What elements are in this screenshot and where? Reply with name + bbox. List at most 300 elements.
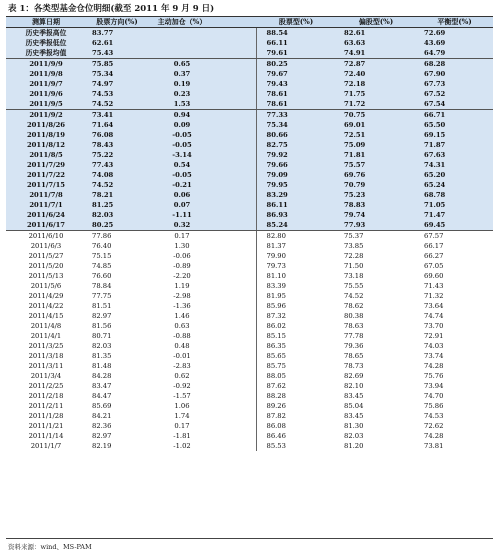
table-row [6, 441, 493, 451]
stock-direction-value: 81.25 [86, 200, 148, 210]
balanced-fund-value: 67.52 [416, 89, 493, 99]
table-row [6, 371, 493, 381]
date-cell: 2011/5/20 [6, 261, 86, 271]
active-add-value: 0.19 [148, 79, 216, 89]
partial-stock-fund-value: 73.18 [336, 271, 416, 281]
stock-direction-value: 74.52 [86, 180, 148, 190]
stock-fund-value: 85.96 [256, 301, 336, 311]
table-row [6, 391, 493, 401]
table-row [6, 351, 493, 361]
balanced-fund-value: 74.28 [416, 431, 493, 441]
stock-direction-value: 77.86 [86, 231, 148, 242]
stock-fund-value: 85.53 [256, 441, 336, 451]
partial-stock-fund-value: 78.73 [336, 361, 416, 371]
active-add-value: 0.07 [148, 200, 216, 210]
partial-stock-fund-value: 75.37 [336, 231, 416, 242]
balanced-fund-value: 69.15 [416, 130, 493, 140]
active-add-value: 1.53 [148, 99, 216, 110]
date-cell: 2011/7/1 [6, 200, 86, 210]
partial-stock-fund-value: 72.51 [336, 130, 416, 140]
date-cell: 2011/9/5 [6, 99, 86, 110]
table-row [6, 200, 493, 210]
stock-direction-value: 74.08 [86, 170, 148, 180]
active-add-value: 0.65 [148, 59, 216, 70]
table-row [6, 281, 493, 291]
partial-stock-fund-value: 75.23 [336, 190, 416, 200]
summary-row [6, 48, 493, 59]
stock-direction-value: 82.19 [86, 441, 148, 451]
table-row [6, 301, 493, 311]
active-add-value [148, 28, 216, 39]
balanced-fund-value: 71.32 [416, 291, 493, 301]
date-cell: 2011/1/28 [6, 411, 86, 421]
stock-direction-value: 76.08 [86, 130, 148, 140]
spacer-cell [216, 160, 256, 170]
date-cell: 2011/2/18 [6, 391, 86, 401]
balanced-fund-value: 73.70 [416, 321, 493, 331]
active-add-value: -3.14 [148, 150, 216, 160]
partial-stock-fund-value: 71.75 [336, 89, 416, 99]
balanced-fund-value: 67.54 [416, 99, 493, 110]
balanced-fund-value: 74.03 [416, 341, 493, 351]
partial-stock-fund-value: 72.28 [336, 251, 416, 261]
balanced-fund-value: 65.24 [416, 180, 493, 190]
partial-stock-fund-value: 82.61 [336, 28, 416, 39]
spacer-cell [216, 150, 256, 160]
spacer-cell [216, 271, 256, 281]
spacer-cell [216, 381, 256, 391]
spacer-cell [216, 200, 256, 210]
date-cell: 2011/4/1 [6, 331, 86, 341]
date-cell: 2011/3/25 [6, 341, 86, 351]
stock-direction-value: 81.56 [86, 321, 148, 331]
balanced-fund-value: 66.71 [416, 110, 493, 121]
stock-direction-value: 73.41 [86, 110, 148, 121]
partial-stock-fund-value: 82.10 [336, 381, 416, 391]
balanced-fund-value: 75.86 [416, 401, 493, 411]
balanced-fund-value: 65.50 [416, 120, 493, 130]
active-add-value: 1.74 [148, 411, 216, 421]
balanced-fund-value: 43.69 [416, 38, 493, 48]
spacer-cell [216, 321, 256, 331]
table-row [6, 69, 493, 79]
active-add-value: -1.36 [148, 301, 216, 311]
date-cell: 2011/8/5 [6, 150, 86, 160]
spacer-cell [216, 251, 256, 261]
partial-stock-fund-value: 78.65 [336, 351, 416, 361]
spacer-cell [216, 281, 256, 291]
summary-row [6, 28, 493, 39]
partial-stock-fund-value: 78.83 [336, 200, 416, 210]
spacer-cell [216, 89, 256, 99]
spacer-cell [216, 170, 256, 180]
table-row [6, 311, 493, 321]
partial-stock-fund-value: 78.62 [336, 301, 416, 311]
stock-direction-value: 77.75 [86, 291, 148, 301]
table-row [6, 150, 493, 160]
spacer-cell [216, 180, 256, 190]
stock-direction-value: 82.03 [86, 210, 148, 220]
stock-direction-value: 84.21 [86, 411, 148, 421]
stock-direction-value: 84.28 [86, 371, 148, 381]
fund-position-table [6, 16, 493, 451]
stock-fund-value: 66.11 [256, 38, 336, 48]
partial-stock-fund-value: 70.75 [336, 110, 416, 121]
spacer-cell [216, 110, 256, 121]
date-cell: 2011/9/7 [6, 79, 86, 89]
active-add-value: 0.54 [148, 160, 216, 170]
date-cell: 2011/7/22 [6, 170, 86, 180]
stock-fund-value: 79.90 [256, 251, 336, 261]
stock-direction-value: 75.43 [86, 48, 148, 59]
stock-fund-value: 79.61 [256, 48, 336, 59]
stock-direction-value: 75.34 [86, 69, 148, 79]
active-add-value: 1.46 [148, 311, 216, 321]
date-cell: 2011/1/7 [6, 441, 86, 451]
stock-fund-value: 87.82 [256, 411, 336, 421]
balanced-fund-value: 66.27 [416, 251, 493, 261]
stock-direction-value: 75.22 [86, 150, 148, 160]
source-note: 资料来源：wind、MS-PAM [8, 543, 92, 551]
balanced-fund-value: 67.05 [416, 261, 493, 271]
partial-stock-fund-value: 78.63 [336, 321, 416, 331]
date-cell: 2011/7/8 [6, 190, 86, 200]
active-add-value: -1.02 [148, 441, 216, 451]
date-cell: 2011/3/18 [6, 351, 86, 361]
active-add-value: 0.94 [148, 110, 216, 121]
stock-fund-value: 88.54 [256, 28, 336, 39]
spacer-cell [216, 231, 256, 242]
date-cell: 2011/6/10 [6, 231, 86, 242]
active-add-value: -0.05 [148, 130, 216, 140]
balanced-fund-value: 73.81 [416, 441, 493, 451]
table-row [6, 271, 493, 281]
stock-fund-value: 78.61 [256, 99, 336, 110]
spacer-cell [216, 241, 256, 251]
balanced-fund-value: 74.53 [416, 411, 493, 421]
spacer-cell [216, 140, 256, 150]
table-row [6, 190, 493, 200]
stock-fund-value: 80.25 [256, 59, 336, 70]
active-add-value: 0.32 [148, 220, 216, 231]
active-add-value: 0.17 [148, 231, 216, 242]
balanced-fund-value: 74.70 [416, 391, 493, 401]
spacer-cell [216, 99, 256, 110]
spacer-cell [216, 69, 256, 79]
active-add-value [148, 38, 216, 48]
stock-direction-value: 81.51 [86, 301, 148, 311]
stock-direction-value: 75.15 [86, 251, 148, 261]
date-cell: 2011/9/8 [6, 69, 86, 79]
partial-stock-fund-value: 82.69 [336, 371, 416, 381]
table-row [6, 110, 493, 121]
spacer-cell [216, 38, 256, 48]
partial-stock-fund-value: 83.45 [336, 391, 416, 401]
date-cell: 2011/2/11 [6, 401, 86, 411]
balanced-fund-value: 73.94 [416, 381, 493, 391]
partial-stock-fund-value: 77.78 [336, 331, 416, 341]
table-row [6, 99, 493, 110]
table-row [6, 59, 493, 70]
spacer-cell [216, 431, 256, 441]
active-add-value: -1.81 [148, 431, 216, 441]
stock-fund-value: 77.33 [256, 110, 336, 121]
spacer-cell [216, 351, 256, 361]
spacer-cell [216, 441, 256, 451]
partial-stock-fund-value: 74.91 [336, 48, 416, 59]
stock-direction-value: 83.47 [86, 381, 148, 391]
stock-direction-value: 85.69 [86, 401, 148, 411]
header-active-add: 主动加仓（%） [148, 17, 216, 28]
date-cell: 2011/4/15 [6, 311, 86, 321]
stock-fund-value: 85.15 [256, 331, 336, 341]
date-cell: 2011/8/26 [6, 120, 86, 130]
stock-fund-value: 79.66 [256, 160, 336, 170]
header-stock-fund: 股票型(%) [256, 17, 336, 28]
balanced-fund-value: 73.74 [416, 351, 493, 361]
stock-direction-value: 82.97 [86, 311, 148, 321]
stock-direction-value: 82.97 [86, 431, 148, 441]
table-row [6, 361, 493, 371]
stock-direction-value: 74.85 [86, 261, 148, 271]
partial-stock-fund-value: 85.04 [336, 401, 416, 411]
table-row [6, 170, 493, 180]
spacer-cell [216, 79, 256, 89]
spacer-cell [216, 421, 256, 431]
stock-fund-value: 81.95 [256, 291, 336, 301]
stock-direction-value: 81.35 [86, 351, 148, 361]
active-add-value: -0.05 [148, 170, 216, 180]
table-row [6, 291, 493, 301]
date-cell: 2011/7/15 [6, 180, 86, 190]
stock-fund-value: 82.80 [256, 231, 336, 242]
date-cell: 2011/7/29 [6, 160, 86, 170]
date-cell: 2011/1/21 [6, 421, 86, 431]
stock-fund-value: 86.11 [256, 200, 336, 210]
spacer-cell [216, 261, 256, 271]
date-cell: 2011/9/9 [6, 59, 86, 70]
balanced-fund-value: 72.62 [416, 421, 493, 431]
stock-direction-value: 80.25 [86, 220, 148, 231]
active-add-value: 1.30 [148, 241, 216, 251]
partial-stock-fund-value: 75.57 [336, 160, 416, 170]
active-add-value: -0.89 [148, 261, 216, 271]
partial-stock-fund-value: 81.20 [336, 441, 416, 451]
stock-direction-value: 76.40 [86, 241, 148, 251]
stock-direction-value: 83.77 [86, 28, 148, 39]
date-cell: 2011/8/19 [6, 130, 86, 140]
date-cell: 2011/6/24 [6, 210, 86, 220]
stock-fund-value: 85.24 [256, 220, 336, 231]
date-cell: 2011/5/27 [6, 251, 86, 261]
stock-fund-value: 79.67 [256, 69, 336, 79]
balanced-fund-value: 71.87 [416, 140, 493, 150]
spacer-cell [216, 371, 256, 381]
stock-fund-value: 78.61 [256, 89, 336, 99]
stock-fund-value: 79.43 [256, 79, 336, 89]
table-row [6, 79, 493, 89]
stock-direction-value: 62.61 [86, 38, 148, 48]
table-row [6, 431, 493, 441]
spacer-cell [216, 361, 256, 371]
stock-fund-value: 86.46 [256, 431, 336, 441]
stock-fund-value: 86.35 [256, 341, 336, 351]
table-row [6, 231, 493, 242]
balanced-fund-value: 67.63 [416, 150, 493, 160]
spacer-cell [216, 130, 256, 140]
stock-direction-value: 78.84 [86, 281, 148, 291]
date-cell: 2011/4/29 [6, 291, 86, 301]
partial-stock-fund-value: 77.93 [336, 220, 416, 231]
header-partial-stock-fund: 偏股型(%) [336, 17, 416, 28]
header-spacer [216, 17, 256, 28]
spacer-cell [216, 291, 256, 301]
spacer-cell [216, 190, 256, 200]
partial-stock-fund-value: 63.63 [336, 38, 416, 48]
table-row [6, 331, 493, 341]
balanced-fund-value: 68.78 [416, 190, 493, 200]
date-cell: 2011/4/8 [6, 321, 86, 331]
active-add-value: -1.57 [148, 391, 216, 401]
stock-fund-value: 87.32 [256, 311, 336, 321]
partial-stock-fund-value: 72.18 [336, 79, 416, 89]
table-row [6, 381, 493, 391]
stock-fund-value: 80.66 [256, 130, 336, 140]
stock-fund-value: 86.08 [256, 421, 336, 431]
active-add-value: -0.88 [148, 331, 216, 341]
stock-direction-value: 74.53 [86, 89, 148, 99]
table-row [6, 241, 493, 251]
spacer-cell [216, 59, 256, 70]
spacer-cell [216, 391, 256, 401]
table-row [6, 130, 493, 140]
balanced-fund-value: 69.60 [416, 271, 493, 281]
stock-fund-value: 79.95 [256, 180, 336, 190]
stock-direction-value: 78.43 [86, 140, 148, 150]
active-add-value: 0.62 [148, 371, 216, 381]
header-balanced-fund: 平衡型(%) [416, 17, 493, 28]
balanced-fund-value: 74.74 [416, 311, 493, 321]
active-add-value: 0.17 [148, 421, 216, 431]
active-add-value: -2.20 [148, 271, 216, 281]
date-cell: 2011/2/25 [6, 381, 86, 391]
active-add-value: -2.98 [148, 291, 216, 301]
balanced-fund-value: 67.73 [416, 79, 493, 89]
balanced-fund-value: 72.91 [416, 331, 493, 341]
spacer-cell [216, 411, 256, 421]
stock-direction-value: 82.03 [86, 341, 148, 351]
table-row [6, 220, 493, 231]
table-row [6, 180, 493, 190]
balanced-fund-value: 64.79 [416, 48, 493, 59]
spacer-cell [216, 301, 256, 311]
spacer-cell [216, 120, 256, 130]
summary-label: 历史季报高位 [6, 28, 86, 39]
table-row [6, 160, 493, 170]
stock-fund-value: 83.39 [256, 281, 336, 291]
active-add-value: 0.09 [148, 120, 216, 130]
partial-stock-fund-value: 72.87 [336, 59, 416, 70]
partial-stock-fund-value: 72.40 [336, 69, 416, 79]
balanced-fund-value: 65.20 [416, 170, 493, 180]
balanced-fund-value: 73.64 [416, 301, 493, 311]
stock-fund-value: 88.28 [256, 391, 336, 401]
partial-stock-fund-value: 83.45 [336, 411, 416, 421]
partial-stock-fund-value: 69.76 [336, 170, 416, 180]
stock-direction-value: 78.21 [86, 190, 148, 200]
partial-stock-fund-value: 79.36 [336, 341, 416, 351]
balanced-fund-value: 69.45 [416, 220, 493, 231]
stock-direction-value: 84.47 [86, 391, 148, 401]
date-cell: 2011/1/14 [6, 431, 86, 441]
table-row [6, 341, 493, 351]
partial-stock-fund-value: 75.55 [336, 281, 416, 291]
active-add-value: -2.83 [148, 361, 216, 371]
active-add-value: -0.01 [148, 351, 216, 361]
spacer-cell [216, 341, 256, 351]
stock-direction-value: 82.36 [86, 421, 148, 431]
summary-row [6, 38, 493, 48]
date-cell: 2011/9/6 [6, 89, 86, 99]
balanced-fund-value: 71.47 [416, 210, 493, 220]
balanced-fund-value: 71.05 [416, 200, 493, 210]
stock-direction-value: 77.43 [86, 160, 148, 170]
stock-fund-value: 86.93 [256, 210, 336, 220]
active-add-value [148, 48, 216, 59]
partial-stock-fund-value: 71.72 [336, 99, 416, 110]
date-cell: 2011/5/6 [6, 281, 86, 291]
stock-fund-value: 82.75 [256, 140, 336, 150]
active-add-value: 0.06 [148, 190, 216, 200]
partial-stock-fund-value: 75.09 [336, 140, 416, 150]
stock-fund-value: 79.73 [256, 261, 336, 271]
table-bottom-rule [6, 538, 493, 539]
stock-fund-value: 79.92 [256, 150, 336, 160]
stock-direction-value: 74.97 [86, 79, 148, 89]
active-add-value: 0.48 [148, 341, 216, 351]
stock-fund-value: 87.62 [256, 381, 336, 391]
table-row [6, 321, 493, 331]
partial-stock-fund-value: 81.30 [336, 421, 416, 431]
stock-fund-value: 81.37 [256, 241, 336, 251]
balanced-fund-value: 67.57 [416, 231, 493, 242]
active-add-value: 0.23 [148, 89, 216, 99]
date-cell: 2011/4/22 [6, 301, 86, 311]
stock-fund-value: 79.09 [256, 170, 336, 180]
stock-fund-value: 89.26 [256, 401, 336, 411]
spacer-cell [216, 220, 256, 231]
balanced-fund-value: 67.90 [416, 69, 493, 79]
spacer-cell [216, 331, 256, 341]
table-row [6, 421, 493, 431]
header-stock-direction: 股票方向(%) [86, 17, 148, 28]
table-row [6, 401, 493, 411]
balanced-fund-value: 75.76 [416, 371, 493, 381]
active-add-value: -0.05 [148, 140, 216, 150]
stock-fund-value: 83.29 [256, 190, 336, 200]
stock-fund-value: 86.02 [256, 321, 336, 331]
table-row [6, 411, 493, 421]
spacer-cell [216, 311, 256, 321]
partial-stock-fund-value: 71.50 [336, 261, 416, 271]
active-add-value: -0.92 [148, 381, 216, 391]
active-add-value: 1.06 [148, 401, 216, 411]
table-row [6, 89, 493, 99]
active-add-value: -0.06 [148, 251, 216, 261]
date-cell: 2011/3/11 [6, 361, 86, 371]
table-row [6, 251, 493, 261]
table-row [6, 210, 493, 220]
